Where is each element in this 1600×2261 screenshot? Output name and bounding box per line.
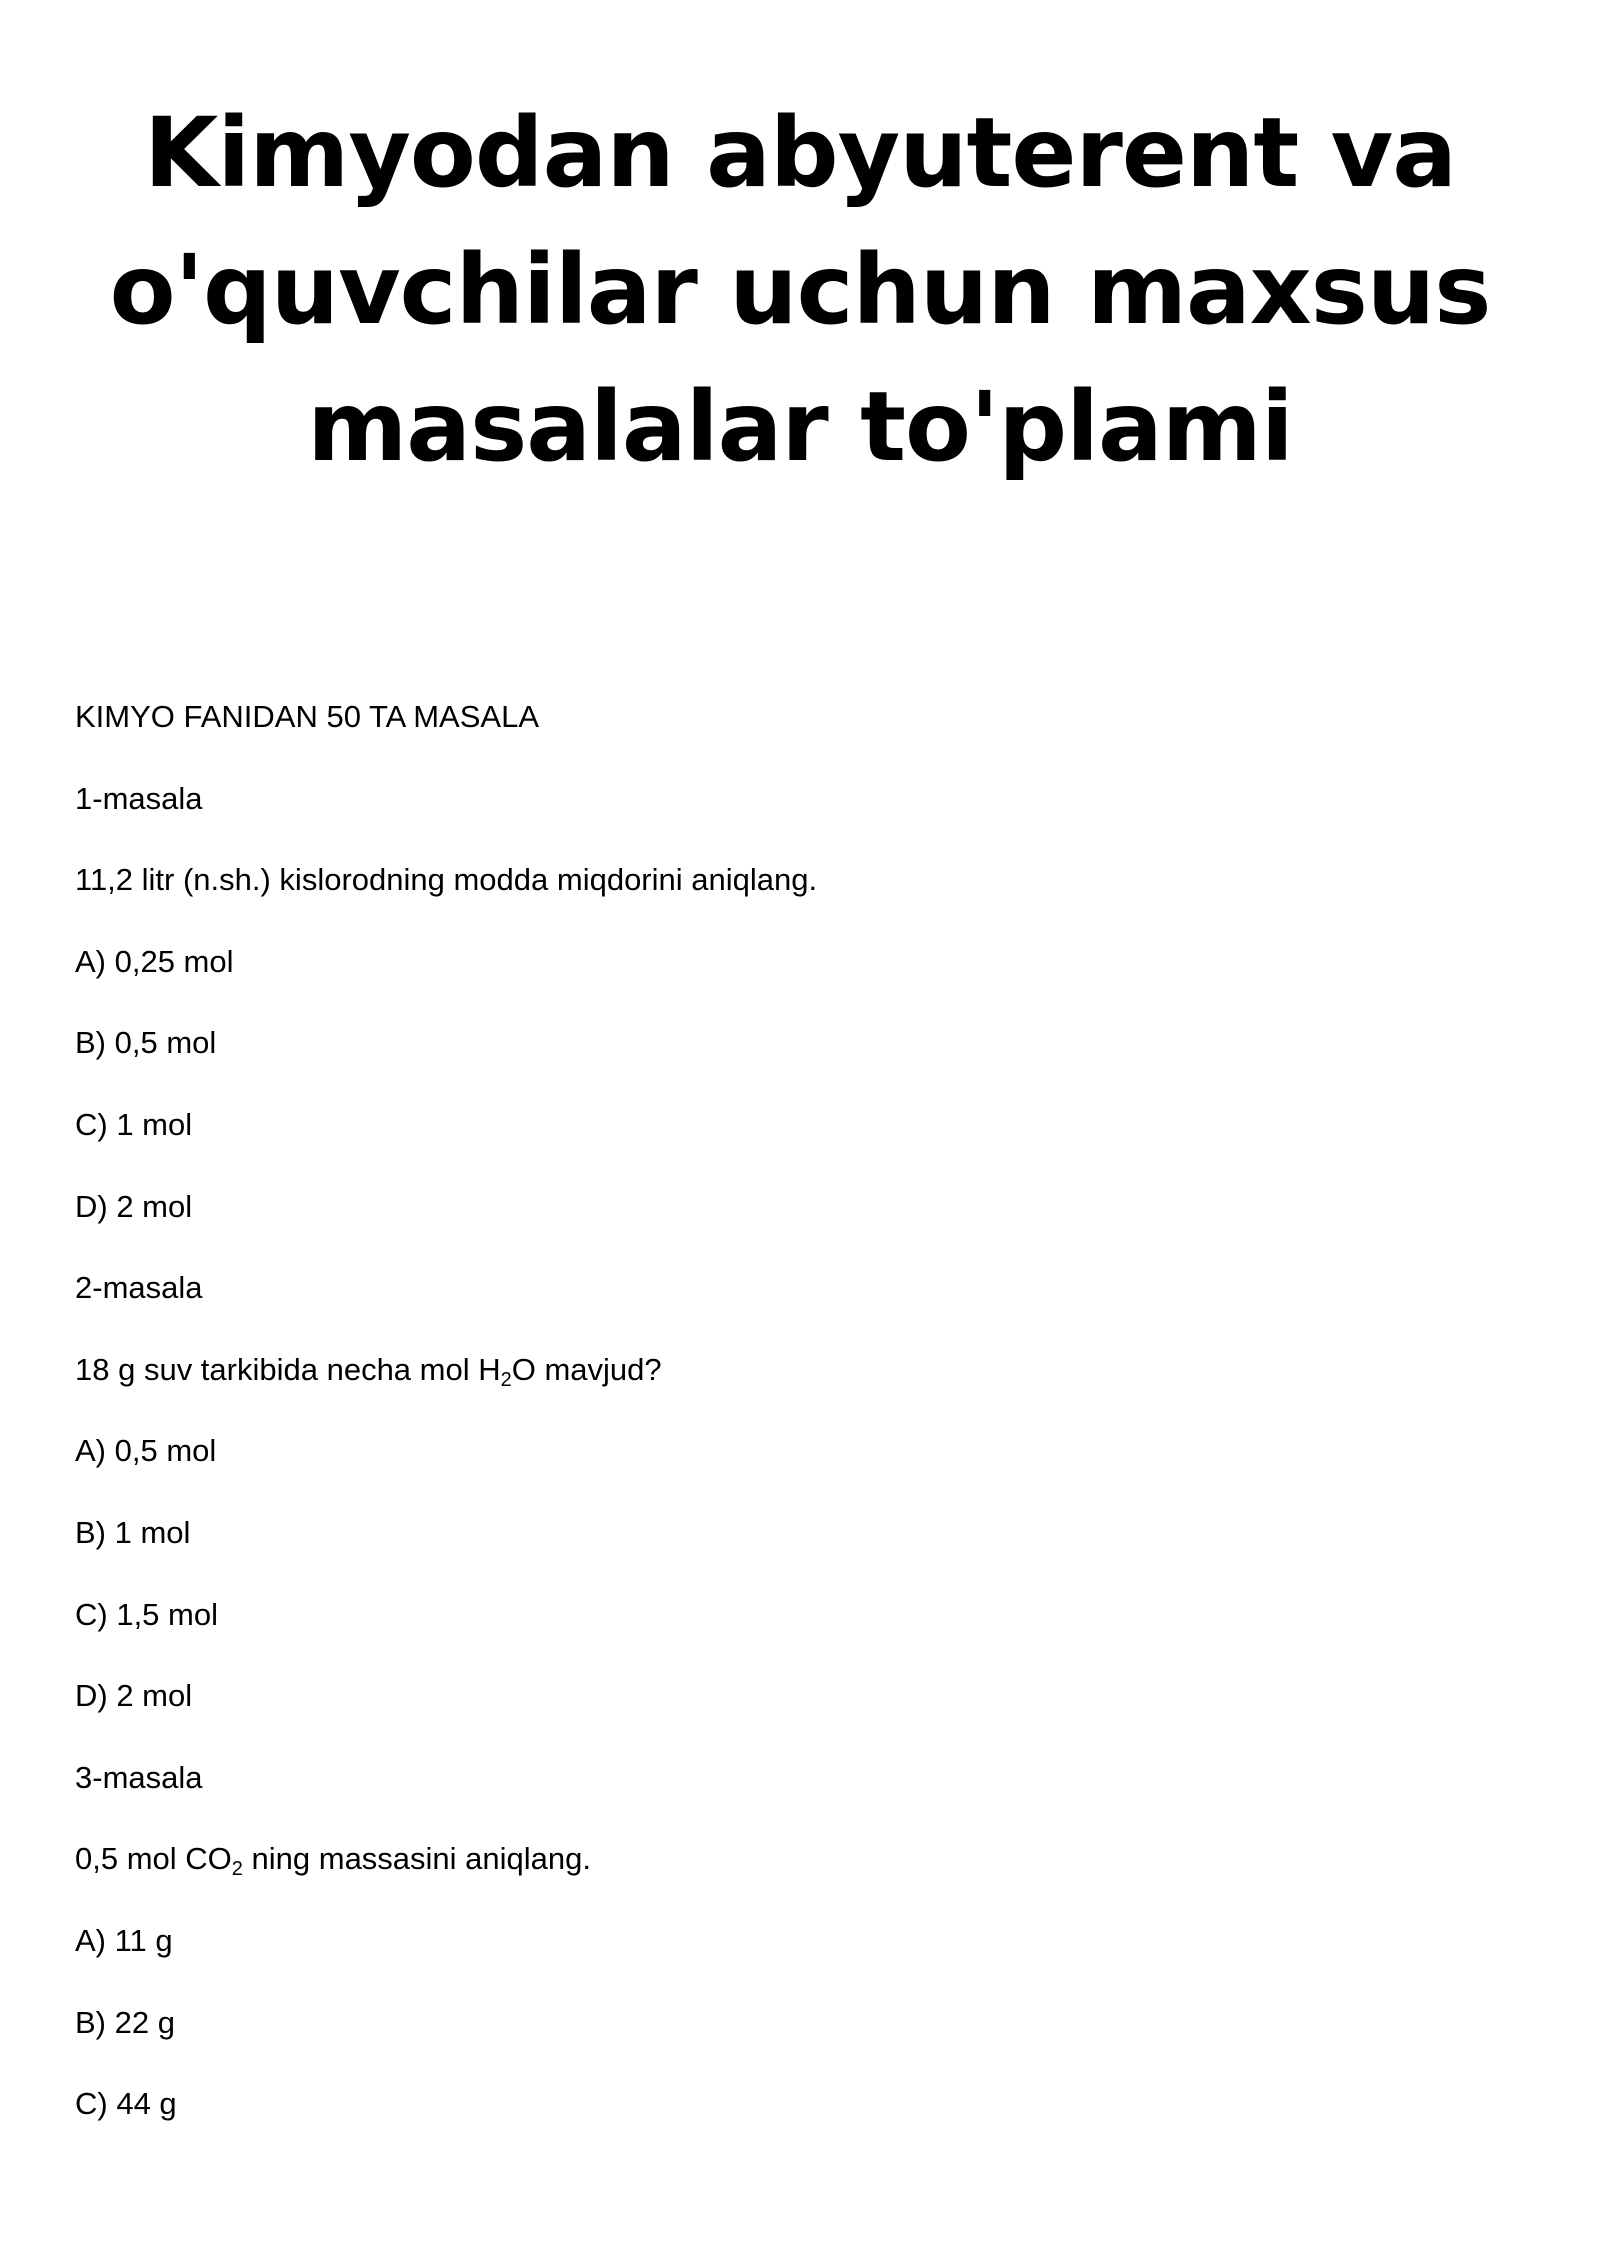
subscript: 2 (500, 1368, 512, 1391)
answer-option: B) 22 g (75, 2004, 175, 2040)
problem-question (75, 1329, 1525, 1411)
problem-question: 11,2 litr (n.sh.) kislorodning modda miqdorini aniqlang. (75, 862, 818, 898)
answer-option: B) 0,5 mol (75, 1025, 217, 1061)
subscript: 2 (231, 1858, 243, 1881)
document-body (75, 676, 1525, 2145)
answer-option: C) 44 g (75, 2086, 177, 2122)
title-line: o'quvchilar uchun maxsus (109, 234, 1491, 346)
answer-option: B) 1 mol (75, 1514, 191, 1550)
answer-option: D) 2 mol (75, 1188, 193, 1224)
answer-option: A) 0,25 mol (75, 943, 234, 979)
problem-question (75, 1818, 1525, 1900)
question-text: O mavjud? (511, 1351, 662, 1387)
answer-option: A) 0,5 mol (75, 1433, 217, 1469)
title-line: Kimyodan abyuterent va (143, 97, 1456, 209)
title-line: masalalar to'plami (307, 371, 1293, 483)
section-heading: KIMYO FANIDAN 50 TA MASALA (75, 699, 540, 734)
answer-option: A) 11 g (75, 1922, 173, 1958)
problem-label: 1-masala (75, 780, 203, 816)
document-title (100, 85, 1500, 496)
problem-label: 3-masala (75, 1759, 203, 1795)
answer-option: D) 2 mol (75, 1678, 193, 1714)
question-text: ning massasini aniqlang. (242, 1841, 592, 1877)
question-text: 18 g suv tarkibida necha mol H (75, 1351, 501, 1387)
problem-label: 2-masala (75, 1270, 203, 1306)
question-text: 0,5 mol CO (75, 1841, 232, 1877)
answer-option: C) 1,5 mol (75, 1596, 218, 1632)
answer-option: C) 1 mol (75, 1106, 193, 1142)
